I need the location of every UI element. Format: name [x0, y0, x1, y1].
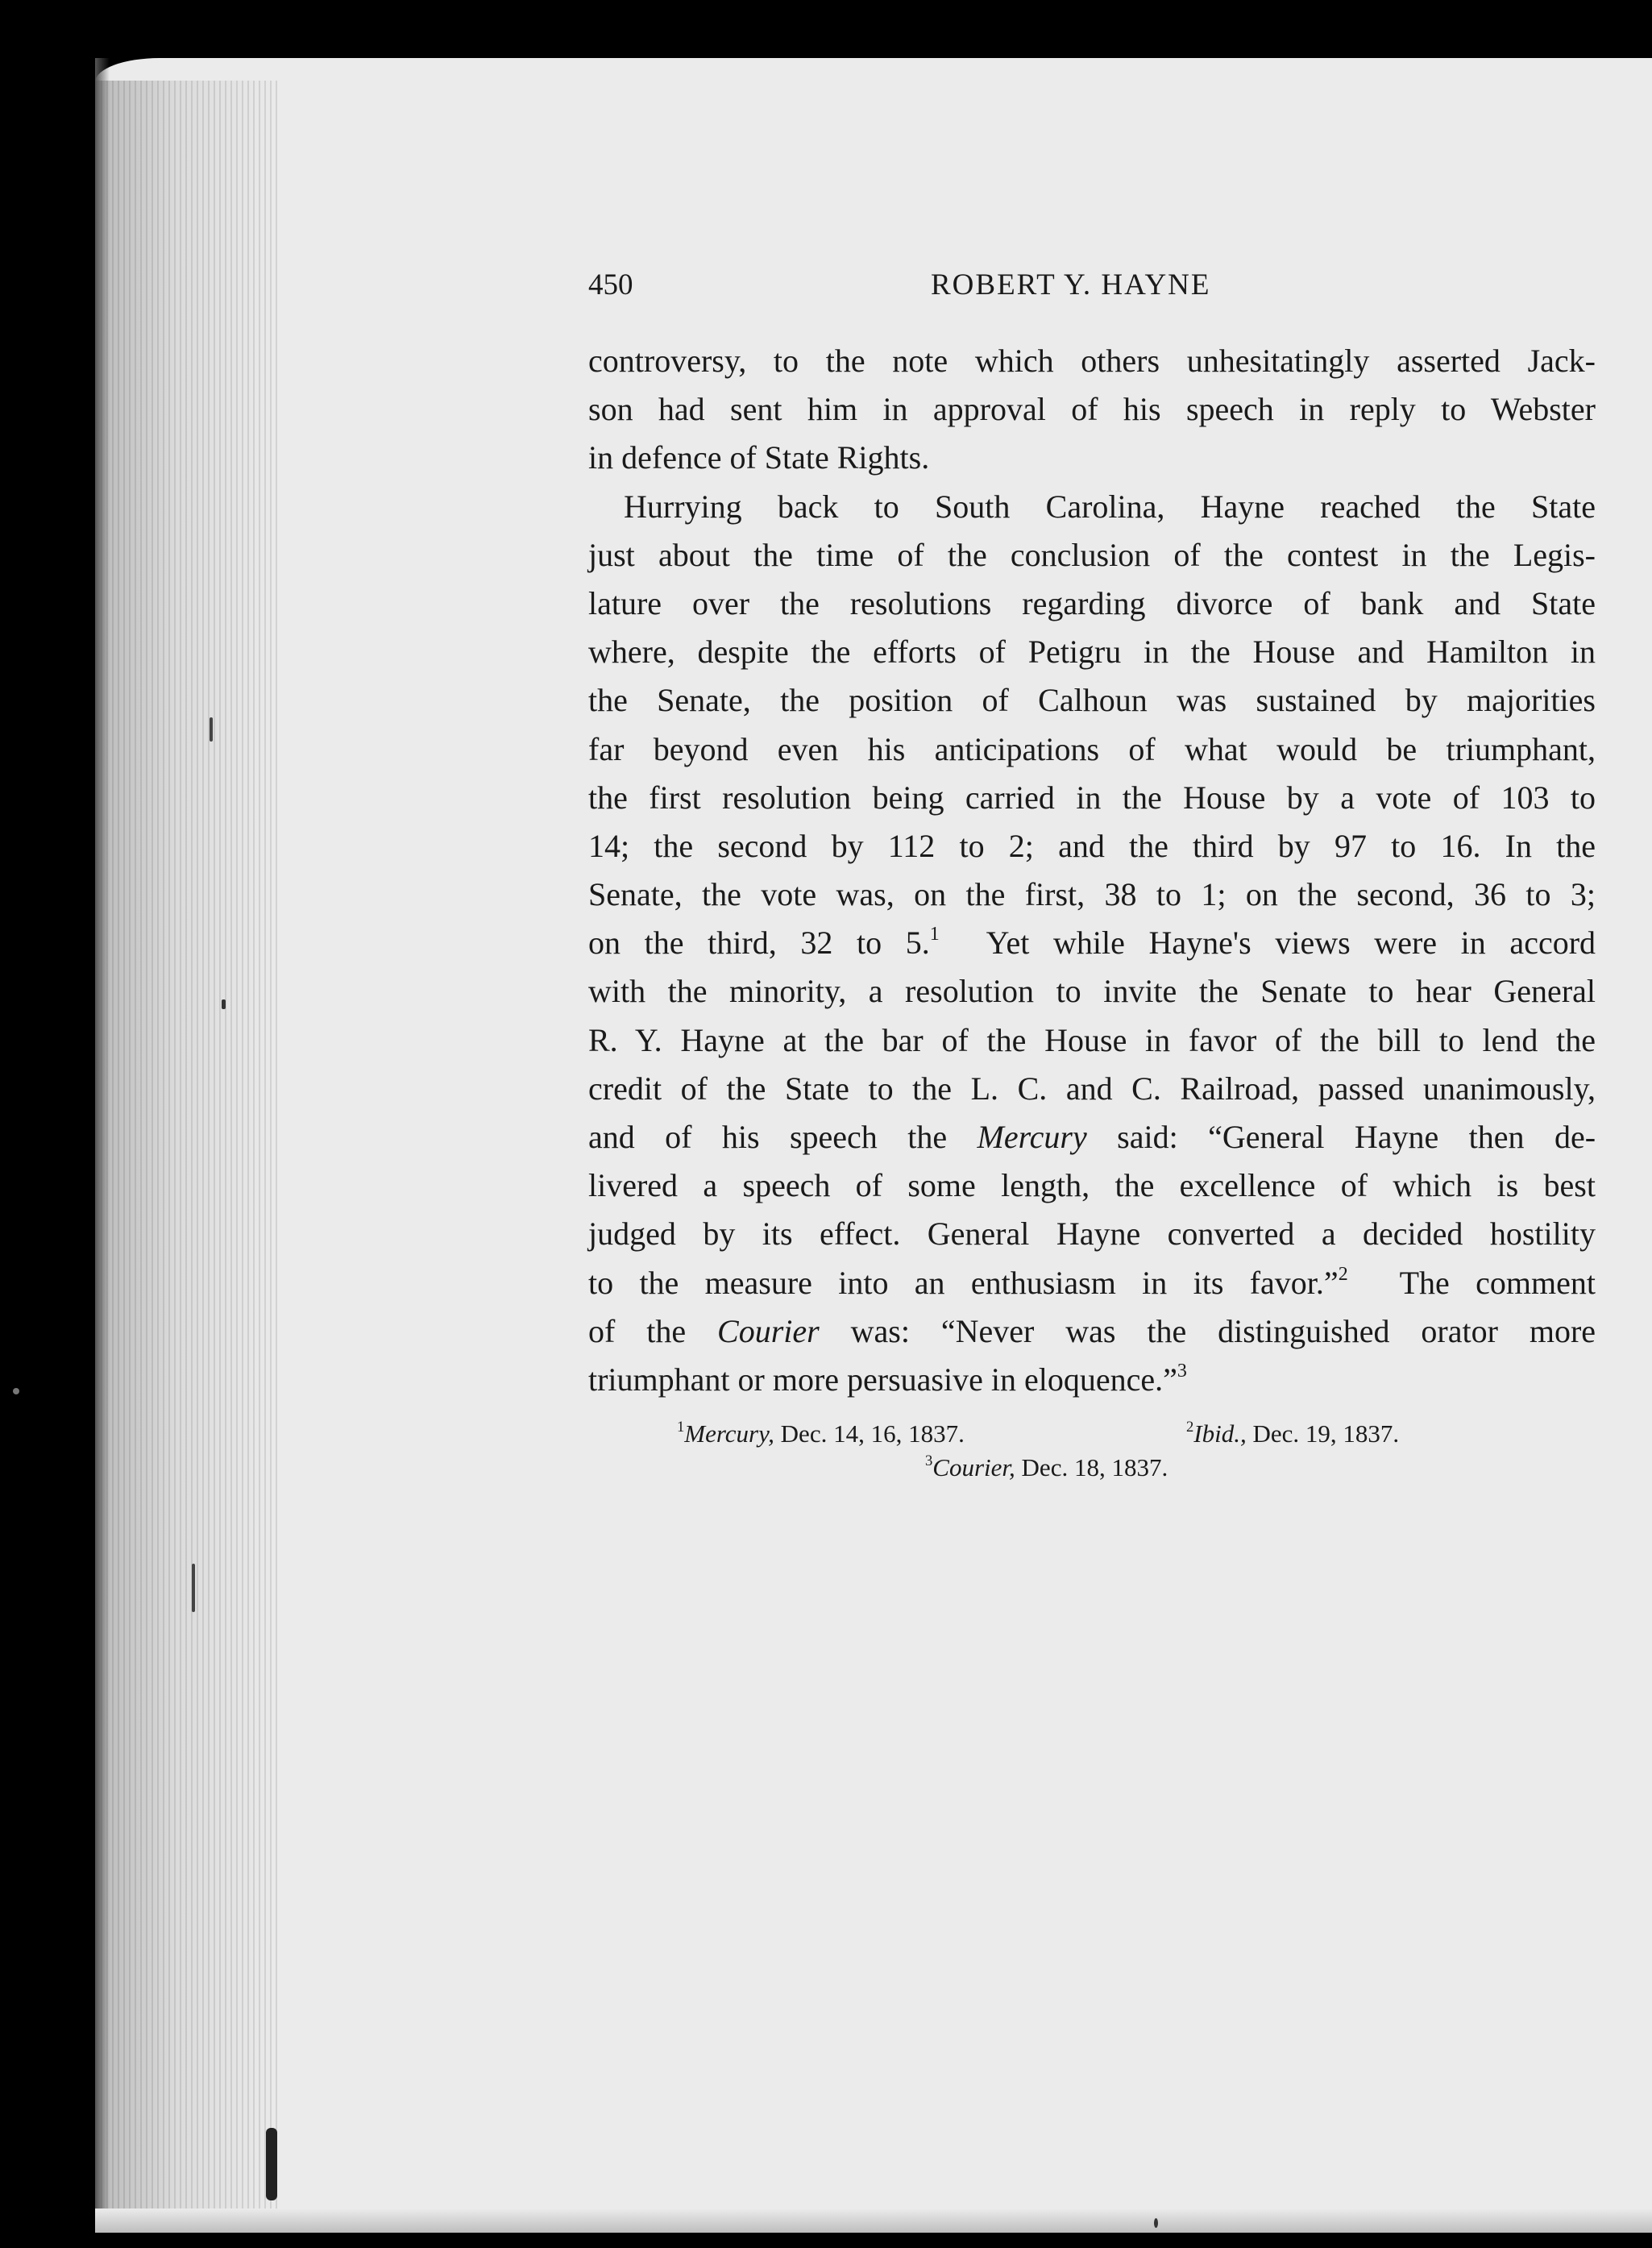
text-segment: to the measure into an enthusiasm in its favor.” [588, 1264, 1339, 1301]
text-line: where, despite the efforts of Petigru in the House and Hamilton in [588, 634, 1596, 671]
footnote-1 [677, 1417, 965, 1451]
footnote-ref: 1 [929, 924, 940, 945]
text-line [588, 1113, 1596, 1161]
scan-speck [266, 2128, 277, 2200]
body-text [588, 337, 1596, 1404]
text-line: son had sent him in approval of his speech in reply to Webster [588, 391, 1596, 428]
scan-speck [192, 1564, 195, 1612]
page-bottom-shadow [95, 2209, 1652, 2233]
text-line [588, 1307, 1596, 1356]
text-line: 14; the second by 112 to 2; and the third by 97 to 16. In the [588, 827, 1596, 864]
footnote-citation: Dec. 19, 1837. [1246, 1419, 1400, 1448]
text-line: controversy, to the note which others unhesitatingly asserted Jack- [588, 343, 1596, 379]
footnote-3 [925, 1451, 1168, 1485]
newspaper-title: Courier [717, 1312, 820, 1349]
footnote-row [588, 1451, 1596, 1485]
text-segment: The comment [1399, 1264, 1596, 1301]
text-line: just about the time of the conclusion of the contest in the Legis- [588, 536, 1596, 573]
text-line: Senate, the vote was, on the first, 38 to 1; on the second, 36 to 3; [588, 876, 1596, 913]
text-segment: said: “General Hayne then de- [1117, 1119, 1596, 1155]
footnote-source: Courier, [932, 1453, 1015, 1481]
page-stack-edge [95, 81, 280, 2233]
scan-speck [210, 717, 213, 742]
footnote-ref: 3 [1177, 1361, 1187, 1382]
text-line: the first resolution being carried in the House by a vote of 103 to [588, 779, 1596, 816]
text-line [588, 919, 1596, 967]
text-segment: of the [588, 1312, 687, 1349]
text-line [588, 1356, 1596, 1404]
footnote-source: Mercury, [684, 1419, 774, 1448]
text-line: in defence of State Rights. [588, 439, 930, 476]
scan-speck [13, 1388, 19, 1394]
footnotes [588, 1417, 1596, 1485]
text-segment: triumphant or more persuasive in eloquence.” [588, 1361, 1177, 1398]
text-line: lature over the resolutions regarding divorce of bank and State [588, 584, 1596, 621]
footnote-mark: 3 [925, 1452, 933, 1469]
text-segment: Yet while Hayne's views were in accord [986, 925, 1596, 962]
footnote-citation: Dec. 18, 1837. [1015, 1453, 1168, 1481]
footnote-mark: 1 [677, 1418, 685, 1436]
text-line [588, 1259, 1596, 1307]
scan-speck [222, 999, 226, 1009]
text-line: livered a speech of some length, the excellence of which is best [588, 1167, 1596, 1204]
text-line: Hurrying back to South Carolina, Hayne reached the State [624, 488, 1596, 525]
text-line: judged by its effect. General Hayne converted a decided hostility [588, 1215, 1596, 1253]
page-number: 450 [588, 268, 633, 301]
footnote-ref: 2 [1338, 1263, 1348, 1285]
text-segment: was: “Never was the distinguished orator more [850, 1312, 1596, 1349]
footnote-mark: 2 [1186, 1418, 1194, 1436]
footnote-row [588, 1417, 1596, 1451]
text-line: far beyond even his anticipations of what would be triumphant, [588, 730, 1596, 767]
running-title: ROBERT Y. HAYNE [931, 268, 1211, 301]
footnote-2 [1186, 1417, 1399, 1451]
page-header [588, 268, 1596, 306]
text-segment: on the third, 32 to 5. [588, 925, 930, 962]
footnote-source: Ibid., [1193, 1419, 1247, 1448]
text-line: with the minority, a resolution to invite the Senate to hear General [588, 973, 1596, 1010]
page-shadow [95, 58, 110, 2233]
text-segment: and of his speech the [588, 1119, 948, 1155]
footnote-citation: Dec. 14, 16, 1837. [774, 1419, 965, 1448]
text-line: the Senate, the position of Calhoun was sustained by majorities [588, 682, 1596, 719]
newspaper-title: Mercury [977, 1119, 1087, 1155]
text-line: R. Y. Hayne at the bar of the House in favor of the bill to lend the [588, 1021, 1596, 1058]
text-line: credit of the State to the L. C. and C. Railroad, passed unanimously, [588, 1070, 1596, 1107]
scan-speck [1154, 2218, 1158, 2228]
